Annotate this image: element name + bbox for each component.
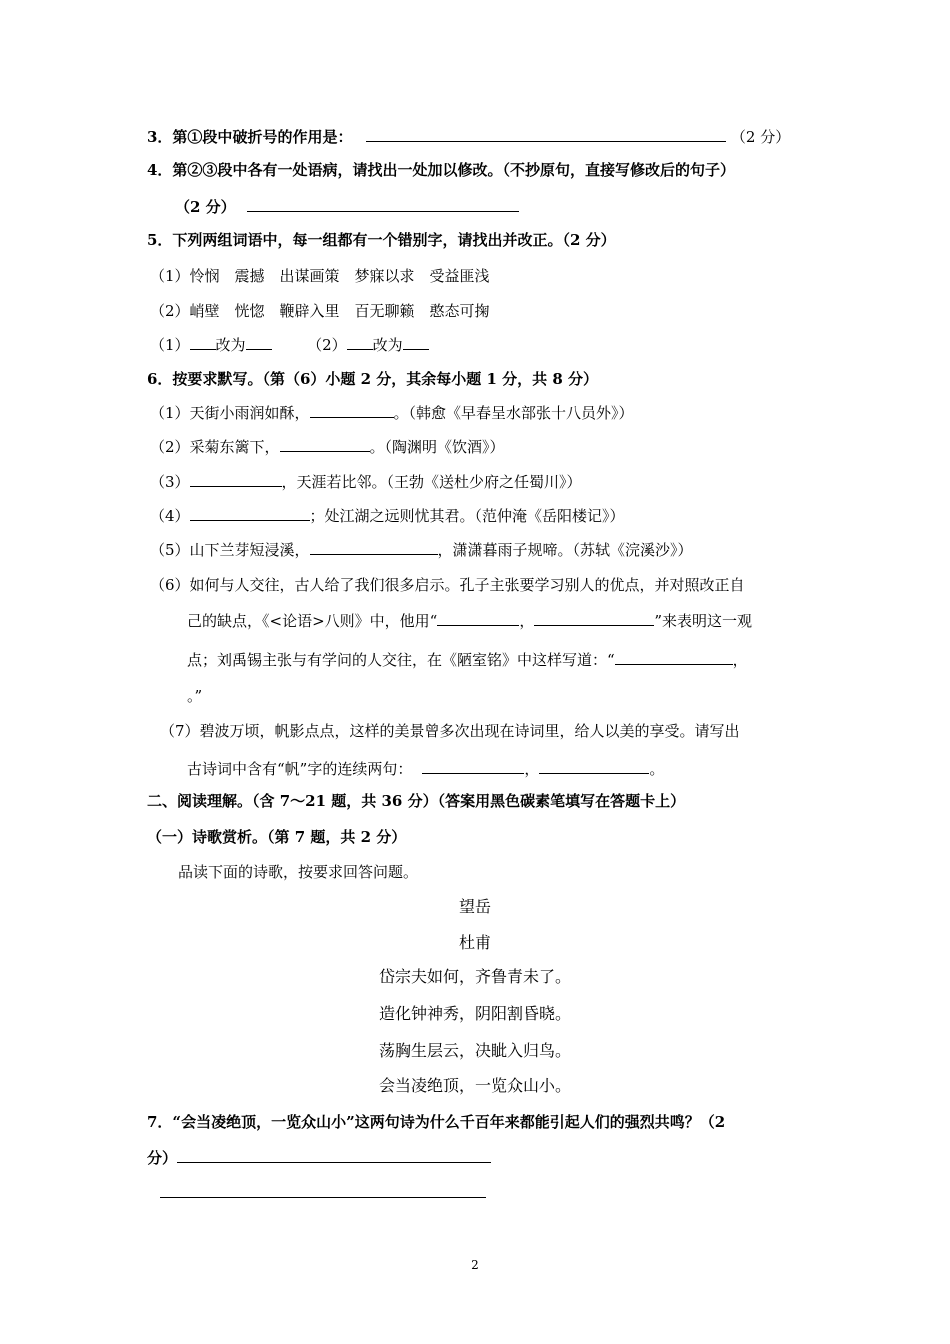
answer-2-label: （2）: [307, 336, 347, 354]
answer-blank[interactable]: [247, 197, 519, 212]
item-text: ，: [524, 760, 540, 778]
question-5: 5．下列两组词语中，每一组都有一个错别字，请找出并改正。（2 分）: [147, 231, 616, 249]
recite-item-4: [150, 506, 625, 526]
answer-blank[interactable]: [437, 611, 519, 626]
answer-blank[interactable]: [615, 650, 733, 665]
item-text: ，天涯若比邻。（王勃《送杜少府之任蜀川》）: [281, 473, 582, 491]
item-text: ”来表明这一观: [654, 612, 752, 630]
answer-1-label: （1）: [150, 336, 190, 354]
answer-blank[interactable]: [347, 335, 373, 350]
answer-blank[interactable]: [366, 127, 726, 142]
answer-blank[interactable]: [403, 335, 429, 350]
question-4-answer: [175, 197, 519, 217]
section-2-subtitle: （一）诗歌赏析。（第 7 题，共 2 分）: [147, 828, 407, 846]
answer-blank[interactable]: [246, 335, 272, 350]
poem-line: 造化钟神秀，阴阳割昏晓。: [378, 1004, 571, 1023]
item-text: ，潇潇暮雨子规啼。（苏轼《浣溪沙》）: [437, 541, 693, 559]
item-text: （5）山下兰芽短浸溪，: [150, 541, 310, 559]
answer-mid-label: 改为: [215, 336, 246, 354]
poem-title: 望岳: [458, 897, 491, 916]
recite-item-3: [150, 472, 582, 492]
poem-line: 岱宗夫如何，齐鲁青未了。: [378, 967, 571, 986]
question-4-score: （2 分）: [175, 198, 236, 216]
recite-item-6-line-4: 。”: [187, 687, 203, 705]
question-3-score: （2 分）: [730, 128, 791, 146]
answer-blank[interactable]: [160, 1183, 486, 1198]
answer-blank[interactable]: [534, 611, 654, 626]
item-text: ，: [519, 612, 535, 630]
question-6: 6．按要求默写。（第（6）小题 2 分，其余每小题 1 分，共 8 分）: [147, 370, 599, 388]
recite-item-1: [150, 403, 634, 423]
recite-item-7-line-2: [187, 759, 664, 779]
question-7-line-2: [147, 1148, 491, 1168]
item-text: ；处江湖之远则忧其君。（范仲淹《岳阳楼记》）: [309, 507, 625, 525]
question-7-answer-line: [160, 1183, 486, 1203]
question-5-answers: [150, 335, 429, 355]
item-text: （2）采菊东篱下，: [150, 438, 280, 456]
question-7-text: 分）: [147, 1149, 178, 1167]
poem-line: 会当凌绝顶，一览众山小。: [378, 1076, 571, 1095]
question-3: [147, 127, 790, 147]
item-text: 点；刘禹锡主张与有学问的人交往，在《陋室铭》中这样写道：“: [187, 651, 615, 669]
answer-blank[interactable]: [190, 506, 310, 521]
item-text: 。（韩愈《早春呈水部张十八员外》）: [393, 404, 634, 422]
answer-blank[interactable]: [539, 759, 649, 774]
item-text: 己的缺点，《<论语>八则》中，他用“: [187, 612, 438, 630]
item-text: （1）天街小雨润如酥，: [150, 404, 310, 422]
answer-blank[interactable]: [310, 403, 394, 418]
poem-author: 杜甫: [458, 933, 491, 952]
answer-blank[interactable]: [177, 1148, 491, 1163]
recite-item-2: [150, 437, 505, 457]
page-number: 2: [471, 1258, 479, 1272]
recite-item-6-line-3: [187, 650, 748, 670]
poem-line: 荡胸生层云，决眦入归鸟。: [378, 1041, 571, 1060]
item-text: （4）: [150, 507, 190, 525]
answer-blank[interactable]: [310, 540, 438, 555]
item-text: 。（陶渊明《饮酒》）: [369, 438, 505, 456]
recite-item-6-line-1: （6）如何与人交往，古人给了我们很多启示。孔子主张要学习别人的优点，并对照改正自: [150, 576, 745, 594]
section-2-instruction: 品读下面的诗歌，按要求回答问题。: [178, 863, 419, 881]
item-text: 古诗词中含有“帆”字的连续两句：: [187, 760, 413, 778]
question-4: 4．第②③段中各有一处语病，请找出一处加以修改。（不抄原句，直接写修改后的句子）: [147, 161, 735, 179]
word-group-1: （1）怜悯 震撼 出谋画策 梦寐以求 受益匪浅: [150, 267, 490, 285]
recite-item-5: [150, 540, 693, 560]
recite-item-6-line-2: [187, 611, 752, 631]
answer-blank[interactable]: [190, 335, 216, 350]
item-text: （3）: [150, 473, 190, 491]
answer-mid-label: 改为: [372, 336, 403, 354]
word-group-2: （2）峭壁 恍惚 鞭辟入里 百无聊籁 憨态可掬: [150, 302, 490, 320]
answer-blank[interactable]: [422, 759, 524, 774]
question-7-line-1: 7．“会当凌绝顶，一览众山小”这两句诗为什么千百年来都能引起人们的强烈共鸣？（2: [147, 1113, 726, 1131]
item-text: 。: [649, 760, 665, 778]
recite-item-7-line-1: （7）碧波万顷，帆影点点，这样的美景曾多次出现在诗词里，给人以美的享受。请写出: [160, 722, 740, 740]
question-3-text: 3．第①段中破折号的作用是：: [147, 128, 353, 146]
item-text: ，: [732, 651, 748, 669]
section-2-title: 二、阅读理解。（含 7～21 题，共 36 分）（答案用黑色碳素笔填写在答题卡上）: [147, 792, 686, 810]
answer-blank[interactable]: [190, 472, 282, 487]
answer-blank[interactable]: [280, 437, 370, 452]
